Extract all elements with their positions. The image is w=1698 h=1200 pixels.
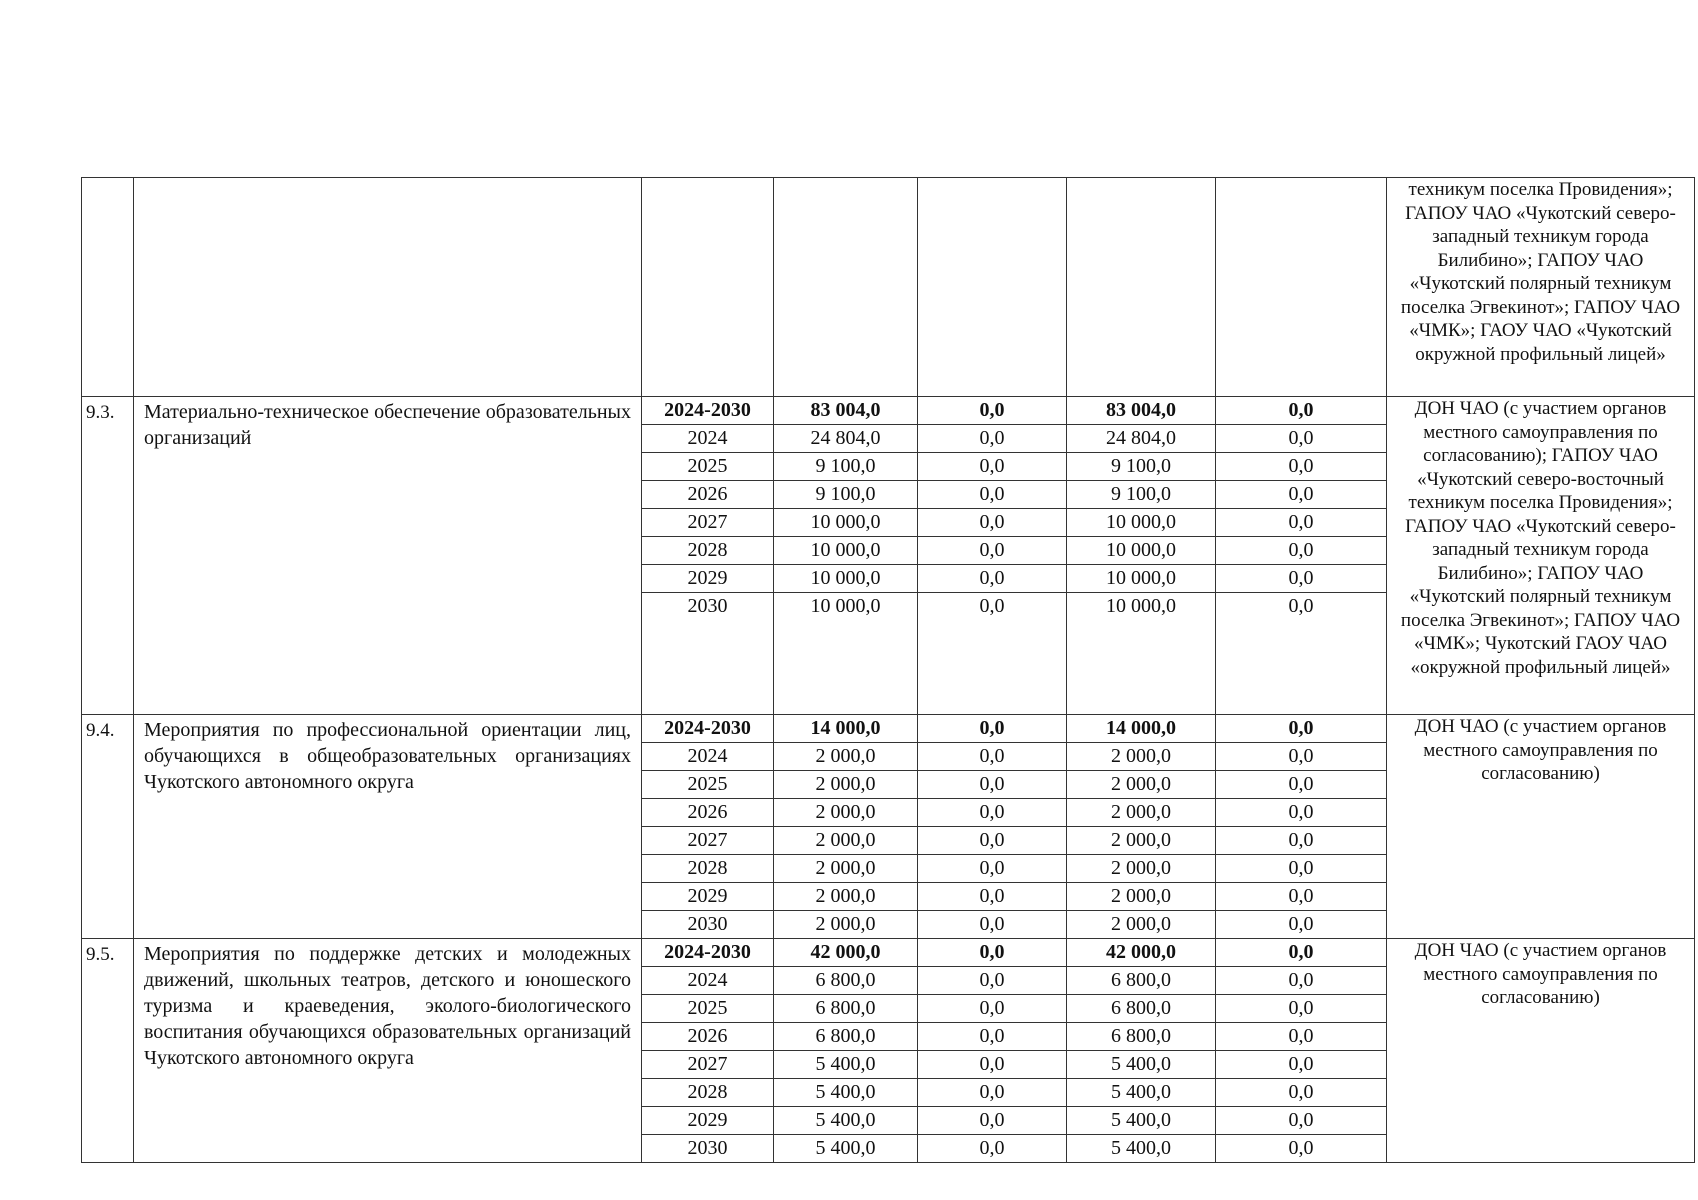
section-number: 9.3. xyxy=(82,397,134,715)
funding-source-3-cell: 0,0 xyxy=(1216,799,1387,827)
year-cell: 2026 xyxy=(642,1023,774,1051)
funding-source-1-cell: 0,0 xyxy=(918,911,1067,939)
year-cell: 2029 xyxy=(642,883,774,911)
total-amount-cell: 2 000,0 xyxy=(774,771,918,799)
table-row xyxy=(82,397,1695,425)
funding-source-2-cell: 2 000,0 xyxy=(1067,771,1216,799)
total-amount-cell: 9 100,0 xyxy=(774,453,918,481)
funding-source-2-cell: 2 000,0 xyxy=(1067,883,1216,911)
year-cell: 2029 xyxy=(642,1107,774,1135)
total-amount-cell: 10 000,0 xyxy=(774,537,918,565)
funding-source-2-cell: 6 800,0 xyxy=(1067,967,1216,995)
total-amount-cell: 5 400,0 xyxy=(774,1051,918,1079)
funding-source-1-cell: 0,0 xyxy=(918,1135,1067,1163)
year-cell: 2027 xyxy=(642,509,774,537)
funding-source-2-cell: 14 000,0 xyxy=(1067,715,1216,743)
funding-source-3-cell: 0,0 xyxy=(1216,743,1387,771)
funding-source-3-cell: 0,0 xyxy=(1216,509,1387,537)
total-amount-cell: 2 000,0 xyxy=(774,827,918,855)
year-cell: 2024-2030 xyxy=(642,397,774,425)
funding-source-1-cell: 0,0 xyxy=(918,883,1067,911)
year-cell: 2025 xyxy=(642,995,774,1023)
total-amount-cell: 10 000,0 xyxy=(774,565,918,593)
funding-source-1-cell: 0,0 xyxy=(918,799,1067,827)
funding-source-2-cell: 10 000,0 xyxy=(1067,565,1216,593)
year-cell: 2027 xyxy=(642,827,774,855)
funding-source-1-cell: 0,0 xyxy=(918,481,1067,509)
year-cell: 2028 xyxy=(642,855,774,883)
funding-source-1-cell: 0,0 xyxy=(918,771,1067,799)
funding-source-2-cell: 5 400,0 xyxy=(1067,1107,1216,1135)
funding-source-1-cell: 0,0 xyxy=(918,715,1067,743)
funding-source-3-cell: 0,0 xyxy=(1216,397,1387,425)
responsible-executor: ДОН ЧАО (с участием органов местного самоуправления по согласованию); ГАПОУ ЧАО «Чукотский северо-восточный техникум поселка Провидения»; ГАПОУ ЧАО «Чукотский северо-западный техникум города Билибино»; ГАПОУ ЧАО «Чукотский полярный техникум поселка Эгвекинот»; ГАПОУ ЧАО «ЧМК»; Чукотский ГАОУ ЧАО «окружной профильный лицей» xyxy=(1387,397,1695,715)
funding-source-1-cell: 0,0 xyxy=(918,743,1067,771)
funding-source-2-cell: 10 000,0 xyxy=(1067,509,1216,537)
funding-source-1-cell: 0,0 xyxy=(918,537,1067,565)
year-cell: 2028 xyxy=(642,1079,774,1107)
total-amount-cell: 9 100,0 xyxy=(774,481,918,509)
funding-source-1-cell: 0,0 xyxy=(918,967,1067,995)
funding-source-1-cell: 0,0 xyxy=(918,593,1067,715)
total-amount-cell: 2 000,0 xyxy=(774,883,918,911)
continuation-col3-cell xyxy=(1216,178,1387,397)
funding-source-3-cell: 0,0 xyxy=(1216,939,1387,967)
continuation-total-cell xyxy=(774,178,918,397)
year-cell: 2025 xyxy=(642,771,774,799)
funding-source-3-cell: 0,0 xyxy=(1216,593,1387,715)
funding-source-2-cell: 2 000,0 xyxy=(1067,743,1216,771)
total-amount-cell: 6 800,0 xyxy=(774,1023,918,1051)
funding-source-1-cell: 0,0 xyxy=(918,1079,1067,1107)
funding-source-2-cell: 10 000,0 xyxy=(1067,593,1216,715)
funding-table-body xyxy=(82,178,1695,1163)
continuation-col1-cell xyxy=(918,178,1067,397)
year-cell: 2024 xyxy=(642,743,774,771)
funding-source-1-cell: 0,0 xyxy=(918,425,1067,453)
funding-source-3-cell: 0,0 xyxy=(1216,911,1387,939)
table-row xyxy=(82,939,1695,967)
funding-source-2-cell: 10 000,0 xyxy=(1067,537,1216,565)
total-amount-cell: 2 000,0 xyxy=(774,855,918,883)
total-amount-cell: 14 000,0 xyxy=(774,715,918,743)
year-cell: 2027 xyxy=(642,1051,774,1079)
funding-source-2-cell: 2 000,0 xyxy=(1067,855,1216,883)
total-amount-cell: 6 800,0 xyxy=(774,967,918,995)
year-cell: 2029 xyxy=(642,565,774,593)
continuation-year-cell xyxy=(642,178,774,397)
continuation-row xyxy=(82,178,1695,397)
funding-source-1-cell: 0,0 xyxy=(918,397,1067,425)
funding-source-3-cell: 0,0 xyxy=(1216,481,1387,509)
year-cell: 2024-2030 xyxy=(642,939,774,967)
funding-table-wrapper xyxy=(81,177,1695,1163)
funding-source-2-cell: 83 004,0 xyxy=(1067,397,1216,425)
funding-source-3-cell: 0,0 xyxy=(1216,565,1387,593)
funding-source-1-cell: 0,0 xyxy=(918,939,1067,967)
funding-source-3-cell: 0,0 xyxy=(1216,995,1387,1023)
total-amount-cell: 6 800,0 xyxy=(774,995,918,1023)
funding-table xyxy=(81,177,1695,1163)
funding-source-1-cell: 0,0 xyxy=(918,827,1067,855)
funding-source-3-cell: 0,0 xyxy=(1216,1079,1387,1107)
section-title: Материально-техническое обеспечение образовательных организаций xyxy=(134,397,642,715)
funding-source-1-cell: 0,0 xyxy=(918,1023,1067,1051)
funding-source-3-cell: 0,0 xyxy=(1216,771,1387,799)
funding-source-3-cell: 0,0 xyxy=(1216,425,1387,453)
year-cell: 2026 xyxy=(642,799,774,827)
funding-source-3-cell: 0,0 xyxy=(1216,537,1387,565)
section-number: 9.4. xyxy=(82,715,134,939)
funding-source-1-cell: 0,0 xyxy=(918,565,1067,593)
year-cell: 2025 xyxy=(642,453,774,481)
year-cell: 2026 xyxy=(642,481,774,509)
total-amount-cell: 83 004,0 xyxy=(774,397,918,425)
funding-source-1-cell: 0,0 xyxy=(918,995,1067,1023)
funding-source-2-cell: 6 800,0 xyxy=(1067,995,1216,1023)
total-amount-cell: 10 000,0 xyxy=(774,593,918,715)
continuation-title-cell xyxy=(134,178,642,397)
total-amount-cell: 42 000,0 xyxy=(774,939,918,967)
year-cell: 2024 xyxy=(642,967,774,995)
year-cell: 2024-2030 xyxy=(642,715,774,743)
year-cell: 2024 xyxy=(642,425,774,453)
funding-source-1-cell: 0,0 xyxy=(918,509,1067,537)
funding-source-1-cell: 0,0 xyxy=(918,1107,1067,1135)
continuation-col2-cell xyxy=(1067,178,1216,397)
funding-source-2-cell: 2 000,0 xyxy=(1067,911,1216,939)
year-cell: 2030 xyxy=(642,1135,774,1163)
total-amount-cell: 10 000,0 xyxy=(774,509,918,537)
funding-source-2-cell: 9 100,0 xyxy=(1067,481,1216,509)
funding-source-3-cell: 0,0 xyxy=(1216,1135,1387,1163)
funding-source-3-cell: 0,0 xyxy=(1216,883,1387,911)
funding-source-2-cell: 42 000,0 xyxy=(1067,939,1216,967)
responsible-executor: ДОН ЧАО (с участием органов местного самоуправления по согласованию) xyxy=(1387,939,1695,1163)
responsible-executor: ДОН ЧАО (с участием органов местного самоуправления по согласованию) xyxy=(1387,715,1695,939)
total-amount-cell: 24 804,0 xyxy=(774,425,918,453)
funding-source-3-cell: 0,0 xyxy=(1216,1051,1387,1079)
total-amount-cell: 5 400,0 xyxy=(774,1079,918,1107)
funding-source-3-cell: 0,0 xyxy=(1216,715,1387,743)
year-cell: 2030 xyxy=(642,911,774,939)
funding-source-3-cell: 0,0 xyxy=(1216,1107,1387,1135)
total-amount-cell: 2 000,0 xyxy=(774,799,918,827)
funding-source-3-cell: 0,0 xyxy=(1216,967,1387,995)
total-amount-cell: 2 000,0 xyxy=(774,911,918,939)
funding-source-2-cell: 5 400,0 xyxy=(1067,1051,1216,1079)
funding-source-2-cell: 9 100,0 xyxy=(1067,453,1216,481)
section-number: 9.5. xyxy=(82,939,134,1163)
continuation-responsible-cell: техникум поселка Провидения»; ГАПОУ ЧАО «Чукотский северо-западный техникум города Билибино»; ГАПОУ ЧАО «Чукотский полярный техникум поселка Эгвекинот»; ГАПОУ ЧАО «ЧМК»; ГАОУ ЧАО «Чукотский окружной профильный лицей» xyxy=(1387,178,1695,397)
funding-source-2-cell: 2 000,0 xyxy=(1067,799,1216,827)
section-title: Мероприятия по профессиональной ориентации лиц, обучающихся в общеобразовательных организациях Чукотского автономного округа xyxy=(134,715,642,939)
funding-source-2-cell: 24 804,0 xyxy=(1067,425,1216,453)
year-cell: 2030 xyxy=(642,593,774,715)
table-row xyxy=(82,715,1695,743)
funding-source-2-cell: 5 400,0 xyxy=(1067,1135,1216,1163)
funding-source-1-cell: 0,0 xyxy=(918,855,1067,883)
funding-source-2-cell: 6 800,0 xyxy=(1067,1023,1216,1051)
funding-source-1-cell: 0,0 xyxy=(918,1051,1067,1079)
total-amount-cell: 5 400,0 xyxy=(774,1135,918,1163)
funding-source-3-cell: 0,0 xyxy=(1216,827,1387,855)
funding-source-2-cell: 2 000,0 xyxy=(1067,827,1216,855)
section-title: Мероприятия по поддержке детских и молодежных движений, школьных театров, детского и юношеского туризма и краеведения, эколого-биологического воспитания обучающихся образовательных организаций Чукотского автономного округа xyxy=(134,939,642,1163)
funding-source-3-cell: 0,0 xyxy=(1216,453,1387,481)
funding-source-3-cell: 0,0 xyxy=(1216,1023,1387,1051)
funding-source-3-cell: 0,0 xyxy=(1216,855,1387,883)
funding-source-2-cell: 5 400,0 xyxy=(1067,1079,1216,1107)
continuation-index-cell xyxy=(82,178,134,397)
funding-source-1-cell: 0,0 xyxy=(918,453,1067,481)
year-cell: 2028 xyxy=(642,537,774,565)
total-amount-cell: 5 400,0 xyxy=(774,1107,918,1135)
total-amount-cell: 2 000,0 xyxy=(774,743,918,771)
